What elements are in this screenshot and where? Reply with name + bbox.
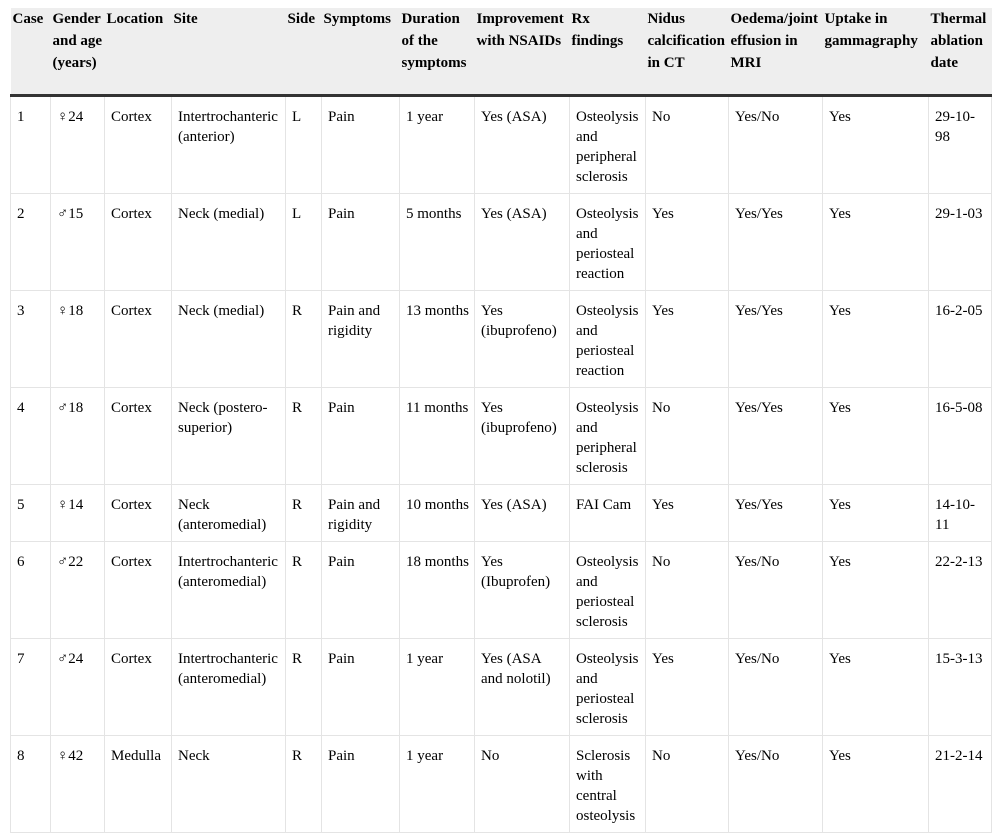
header-rx-findings: Rx findings [570, 8, 646, 96]
cell-site: Neck (medial) [172, 291, 286, 388]
table-row [11, 736, 992, 833]
cell-uptake-gammagraphy: Yes [823, 485, 929, 542]
cell-location: Cortex [105, 542, 172, 639]
cell-duration: 1 year [400, 736, 475, 833]
header-site: Site [172, 8, 286, 96]
table-row [11, 639, 992, 736]
cell-nidus-calcification: No [646, 96, 729, 194]
cell-rx-findings: Osteolysis and peripheral sclerosis [570, 96, 646, 194]
cell-ablation-date: 21-2-14 [929, 736, 992, 833]
cell-uptake-gammagraphy: Yes [823, 96, 929, 194]
header-nidus-calcification: Nidus calcification in CT [646, 8, 729, 96]
cell-gender-age: ♂22 [51, 542, 105, 639]
header-side: Side [286, 8, 322, 96]
cell-location: Cortex [105, 194, 172, 291]
table-row [11, 194, 992, 291]
header-ablation-date: Thermal ablation date [929, 8, 992, 96]
cell-symptoms: Pain and rigidity [322, 291, 400, 388]
header-gender-age: Gender and age (years) [51, 8, 105, 96]
cell-duration: 18 months [400, 542, 475, 639]
cell-gender-age: ♀14 [51, 485, 105, 542]
header-oedema-effusion: Oedema/joint effusion in MRI [729, 8, 823, 96]
cell-side: R [286, 639, 322, 736]
cell-uptake-gammagraphy: Yes [823, 639, 929, 736]
cell-ablation-date: 16-2-05 [929, 291, 992, 388]
cell-uptake-gammagraphy: Yes [823, 736, 929, 833]
cell-rx-findings: Osteolysis and periosteal sclerosis [570, 639, 646, 736]
header-row [11, 8, 992, 96]
cell-duration: 1 year [400, 639, 475, 736]
cell-duration: 1 year [400, 96, 475, 194]
cell-oedema-effusion: Yes/Yes [729, 485, 823, 542]
cell-side: R [286, 388, 322, 485]
header-location: Location [105, 8, 172, 96]
header-case: Case [11, 8, 51, 96]
cell-symptoms: Pain [322, 542, 400, 639]
cell-case: 7 [11, 639, 51, 736]
cell-site: Neck (anteromedial) [172, 485, 286, 542]
cell-improvement-nsaids: Yes (ASA) [475, 485, 570, 542]
cell-location: Cortex [105, 291, 172, 388]
cell-gender-age: ♀24 [51, 96, 105, 194]
cell-case: 4 [11, 388, 51, 485]
cell-nidus-calcification: Yes [646, 291, 729, 388]
table-row [11, 96, 992, 194]
cell-site: Intertrochanteric (anteromedial) [172, 542, 286, 639]
cell-nidus-calcification: Yes [646, 485, 729, 542]
cell-symptoms: Pain [322, 96, 400, 194]
cell-rx-findings: Osteolysis and peripheral sclerosis [570, 388, 646, 485]
cell-improvement-nsaids: Yes (ibuprofeno) [475, 291, 570, 388]
cell-ablation-date: 22-2-13 [929, 542, 992, 639]
cell-ablation-date: 29-10-98 [929, 96, 992, 194]
cell-improvement-nsaids: Yes (ASA) [475, 96, 570, 194]
cell-site: Intertrochanteric (anterior) [172, 96, 286, 194]
cell-gender-age: ♀42 [51, 736, 105, 833]
cell-symptoms: Pain [322, 194, 400, 291]
table-header [11, 8, 992, 96]
cell-duration: 10 months [400, 485, 475, 542]
cell-location: Cortex [105, 388, 172, 485]
cell-duration: 11 months [400, 388, 475, 485]
header-duration: Duration of the symptoms [400, 8, 475, 96]
cell-rx-findings: Osteolysis and periosteal reaction [570, 194, 646, 291]
cell-improvement-nsaids: Yes (ASA) [475, 194, 570, 291]
cell-case: 2 [11, 194, 51, 291]
cell-rx-findings: Osteolysis and periosteal sclerosis [570, 542, 646, 639]
cell-ablation-date: 16-5-08 [929, 388, 992, 485]
header-uptake-gammagraphy: Uptake in gammagraphy [823, 8, 929, 96]
cell-location: Medulla [105, 736, 172, 833]
cell-improvement-nsaids: Yes (Ibuprofen) [475, 542, 570, 639]
cell-side: L [286, 194, 322, 291]
cell-side: R [286, 542, 322, 639]
cell-case: 1 [11, 96, 51, 194]
table-body [11, 96, 992, 833]
cell-oedema-effusion: Yes/No [729, 542, 823, 639]
cell-nidus-calcification: Yes [646, 194, 729, 291]
cell-gender-age: ♂18 [51, 388, 105, 485]
cell-symptoms: Pain [322, 639, 400, 736]
cell-site: Neck (medial) [172, 194, 286, 291]
cell-oedema-effusion: Yes/No [729, 736, 823, 833]
cell-nidus-calcification: No [646, 736, 729, 833]
cell-uptake-gammagraphy: Yes [823, 194, 929, 291]
cell-site: Neck [172, 736, 286, 833]
cell-duration: 5 months [400, 194, 475, 291]
cell-improvement-nsaids: No [475, 736, 570, 833]
cell-uptake-gammagraphy: Yes [823, 388, 929, 485]
cell-case: 6 [11, 542, 51, 639]
cell-side: R [286, 485, 322, 542]
cell-ablation-date: 15-3-13 [929, 639, 992, 736]
cell-gender-age: ♂24 [51, 639, 105, 736]
cell-side: R [286, 291, 322, 388]
cell-location: Cortex [105, 485, 172, 542]
cell-uptake-gammagraphy: Yes [823, 542, 929, 639]
cell-oedema-effusion: Yes/No [729, 96, 823, 194]
cell-rx-findings: Osteolysis and periosteal reaction [570, 291, 646, 388]
header-improvement-nsaids: Improvement with NSAIDs [475, 8, 570, 96]
cell-uptake-gammagraphy: Yes [823, 291, 929, 388]
cell-symptoms: Pain [322, 736, 400, 833]
table-row [11, 542, 992, 639]
cell-oedema-effusion: Yes/Yes [729, 194, 823, 291]
cell-improvement-nsaids: Yes (ibuprofeno) [475, 388, 570, 485]
cell-nidus-calcification: No [646, 388, 729, 485]
table-row [11, 388, 992, 485]
cell-location: Cortex [105, 639, 172, 736]
cell-ablation-date: 14-10-11 [929, 485, 992, 542]
cell-side: R [286, 736, 322, 833]
table-row [11, 485, 992, 542]
cell-side: L [286, 96, 322, 194]
cell-gender-age: ♂15 [51, 194, 105, 291]
cell-oedema-effusion: Yes/Yes [729, 388, 823, 485]
cell-ablation-date: 29-1-03 [929, 194, 992, 291]
header-symptoms: Symptoms [322, 8, 400, 96]
cell-site: Intertrochanteric (anteromedial) [172, 639, 286, 736]
cell-rx-findings: FAI Cam [570, 485, 646, 542]
cell-oedema-effusion: Yes/No [729, 639, 823, 736]
cell-case: 5 [11, 485, 51, 542]
cell-oedema-effusion: Yes/Yes [729, 291, 823, 388]
clinical-cases-table-container [10, 8, 991, 833]
cell-duration: 13 months [400, 291, 475, 388]
table-row [11, 291, 992, 388]
cell-improvement-nsaids: Yes (ASA and nolotil) [475, 639, 570, 736]
cell-gender-age: ♀18 [51, 291, 105, 388]
cell-nidus-calcification: No [646, 542, 729, 639]
cell-site: Neck (postero-superior) [172, 388, 286, 485]
cell-case: 3 [11, 291, 51, 388]
cell-nidus-calcification: Yes [646, 639, 729, 736]
cell-symptoms: Pain and rigidity [322, 485, 400, 542]
cell-rx-findings: Sclerosis with central osteolysis [570, 736, 646, 833]
cell-location: Cortex [105, 96, 172, 194]
clinical-cases-table [10, 8, 992, 833]
cell-case: 8 [11, 736, 51, 833]
cell-symptoms: Pain [322, 388, 400, 485]
